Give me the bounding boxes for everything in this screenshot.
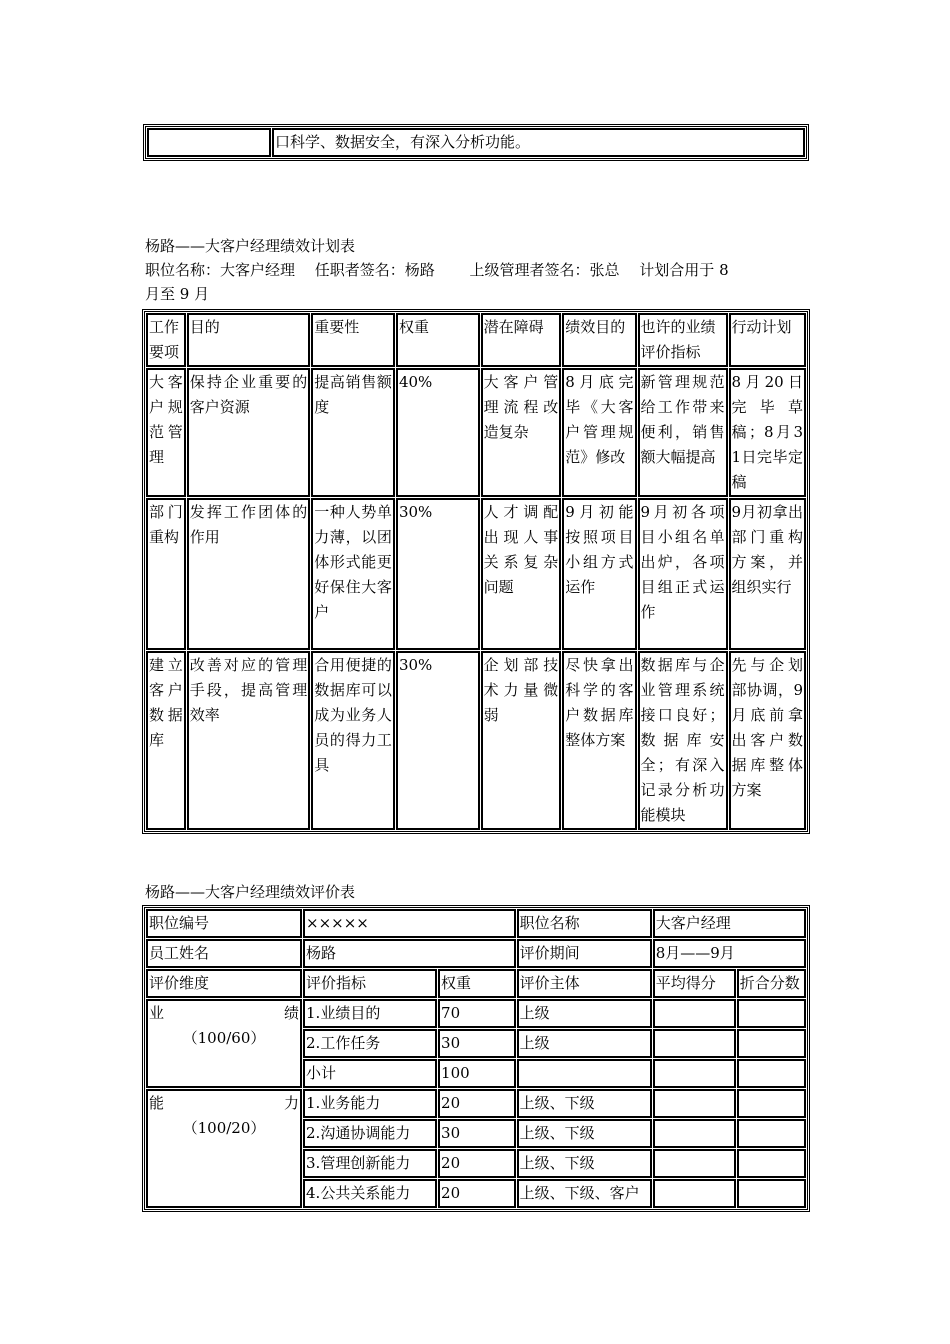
eval-indicator: 1.业务能力 [303,1089,437,1118]
eval-subject: 上级 [517,1029,652,1058]
eval-dimension [146,1089,302,1208]
eval-dimension-ratio: （100/60） [182,1029,266,1047]
eval-header-cell: 评价维度 [146,969,302,998]
plan-row [146,368,806,497]
plan-cell: 保持企业重要的客户资源 [187,368,310,497]
period-value: 8月——9月 [653,939,806,968]
eval-weight: 20 [438,1089,516,1118]
eval-subject: 上级、下级 [517,1149,652,1178]
eval-indicator: 小计 [303,1059,437,1088]
eval-subject [517,1059,652,1088]
eval-avg-score [653,1059,736,1088]
eval-subject: 上级 [517,999,652,1028]
plan-header-cell: 绩效目的 [562,313,636,367]
plan-cell: 企划部技术力量微弱 [481,651,562,830]
pos-no-label: 职位编号 [146,909,302,938]
eval-header-cell: 折合分数 [737,969,806,998]
top-fragment-table [143,124,809,161]
eval-converted-score [737,1149,806,1178]
plan-row [146,498,806,650]
eval-info-row [146,909,806,938]
eval-avg-score [653,1029,736,1058]
period-label: 评价期间 [517,939,652,968]
plan-cell: 发挥工作团体的作用 [187,498,310,650]
plan-cell: 人才调配出现人事关系复杂问题 [481,498,562,650]
plan-cell: 改善对应的管理手段，提高管理效率 [187,651,310,830]
plan-cell: 先与企划部协调，9月底前拿出客户数据库整体方案 [729,651,807,830]
pos-name-value: 大客户经理 [653,909,806,938]
plan-header-cell: 行动计划 [729,313,807,367]
eval-dimension-name: 业 绩 [149,1004,300,1022]
emp-name-value: 杨路 [303,939,516,968]
eval-row [146,999,806,1028]
eval-header-cell: 权重 [438,969,516,998]
eval-header-cell: 评价主体 [517,969,652,998]
eval-weight: 30 [438,1119,516,1148]
eval-weight: 100 [438,1059,516,1088]
eval-weight: 20 [438,1149,516,1178]
eval-weight: 20 [438,1179,516,1208]
eval-converted-score [737,1119,806,1148]
plan-cell: 40% [396,368,480,497]
eval-indicator: 4.公共关系能力 [303,1179,437,1208]
eval-row [146,1089,806,1118]
plan-header-row [146,313,806,367]
plan-cell: 提高销售额度 [311,368,395,497]
eval-weight: 30 [438,1029,516,1058]
plan-table [142,309,810,834]
plan-row [146,651,806,830]
eval-avg-score [653,1089,736,1118]
eval-avg-score [653,999,736,1028]
plan-cell: 数据库与企业管理系统接口良好；数据库安全；有深入记录分析功能模块 [638,651,728,830]
plan-info-line-2: 月至 9 月 [145,285,210,303]
plan-header-cell: 重要性 [311,313,395,367]
eval-title: 杨路——大客户经理绩效评价表 [145,883,356,901]
eval-converted-score [737,999,806,1028]
emp-name-label: 员工姓名 [146,939,302,968]
plan-cell: 尽快拿出科学的客户数据库整体方案 [562,651,636,830]
eval-table [142,905,810,1212]
plan-cell: 大客户规范管理 [146,368,186,497]
eval-header-row [146,969,806,998]
plan-header-cell: 权重 [396,313,480,367]
eval-dimension-ratio: （100/20） [182,1119,266,1137]
plan-title: 杨路——大客户经理绩效计划表 [145,237,356,255]
eval-header-cell: 平均得分 [653,969,736,998]
top-fragment-text: 口科学、数据安全，有深入分析功能。 [272,128,805,157]
eval-subject: 上级、下级 [517,1089,652,1118]
eval-dimension [146,999,302,1088]
plan-header-cell: 潜在障碍 [481,313,562,367]
eval-weight: 70 [438,999,516,1028]
eval-avg-score [653,1179,736,1208]
plan-cell: 8月20日完毕草稿；8月31日完毕定稿 [729,368,807,497]
plan-cell: 9月初能按照项目小组方式运作 [562,498,636,650]
eval-avg-score [653,1149,736,1178]
plan-cell: 一种人势单力薄，以团体形式能更好保住大客户 [311,498,395,650]
eval-header-cell: 评价指标 [303,969,437,998]
eval-converted-score [737,1059,806,1088]
plan-cell: 9月初拿出部门重构方案，并组织实行 [729,498,807,650]
plan-header-cell: 工作要项 [146,313,186,367]
plan-info-line-1: 职位名称：大客户经理 任职者签名：杨路 上级管理者签名：张总 计划合用于 8 [145,261,729,279]
eval-subject: 上级、下级 [517,1119,652,1148]
plan-cell: 部门重构 [146,498,186,650]
pos-name-label: 职位名称 [517,909,652,938]
eval-avg-score [653,1119,736,1148]
top-fragment-empty-cell [147,128,271,157]
eval-info-row [146,939,806,968]
plan-cell: 8月底完毕《大客户管理规范》修改 [562,368,636,497]
plan-cell: 合用便捷的数据库可以成为业务人员的得力工具 [311,651,395,830]
plan-header-cell: 也许的业绩评价指标 [638,313,728,367]
eval-indicator: 2.沟通协调能力 [303,1119,437,1148]
eval-indicator: 3.管理创新能力 [303,1149,437,1178]
eval-indicator: 1.业绩目的 [303,999,437,1028]
eval-indicator: 2.工作任务 [303,1029,437,1058]
plan-cell: 30% [396,498,480,650]
plan-cell: 新管理规范给工作带来便利，销售额大幅提高 [638,368,728,497]
plan-cell: 大客户管理流程改造复杂 [481,368,562,497]
eval-converted-score [737,1179,806,1208]
plan-cell: 30% [396,651,480,830]
plan-header-cell: 目的 [187,313,310,367]
pos-no-value: ××××× [303,909,516,938]
eval-converted-score [737,1029,806,1058]
eval-converted-score [737,1089,806,1118]
plan-cell: 建立客户数据库 [146,651,186,830]
eval-subject: 上级、下级、客户 [517,1179,652,1208]
plan-cell: 9月初各项目小组名单出炉，各项目组正式运作 [638,498,728,650]
eval-dimension-name: 能 力 [149,1094,300,1112]
